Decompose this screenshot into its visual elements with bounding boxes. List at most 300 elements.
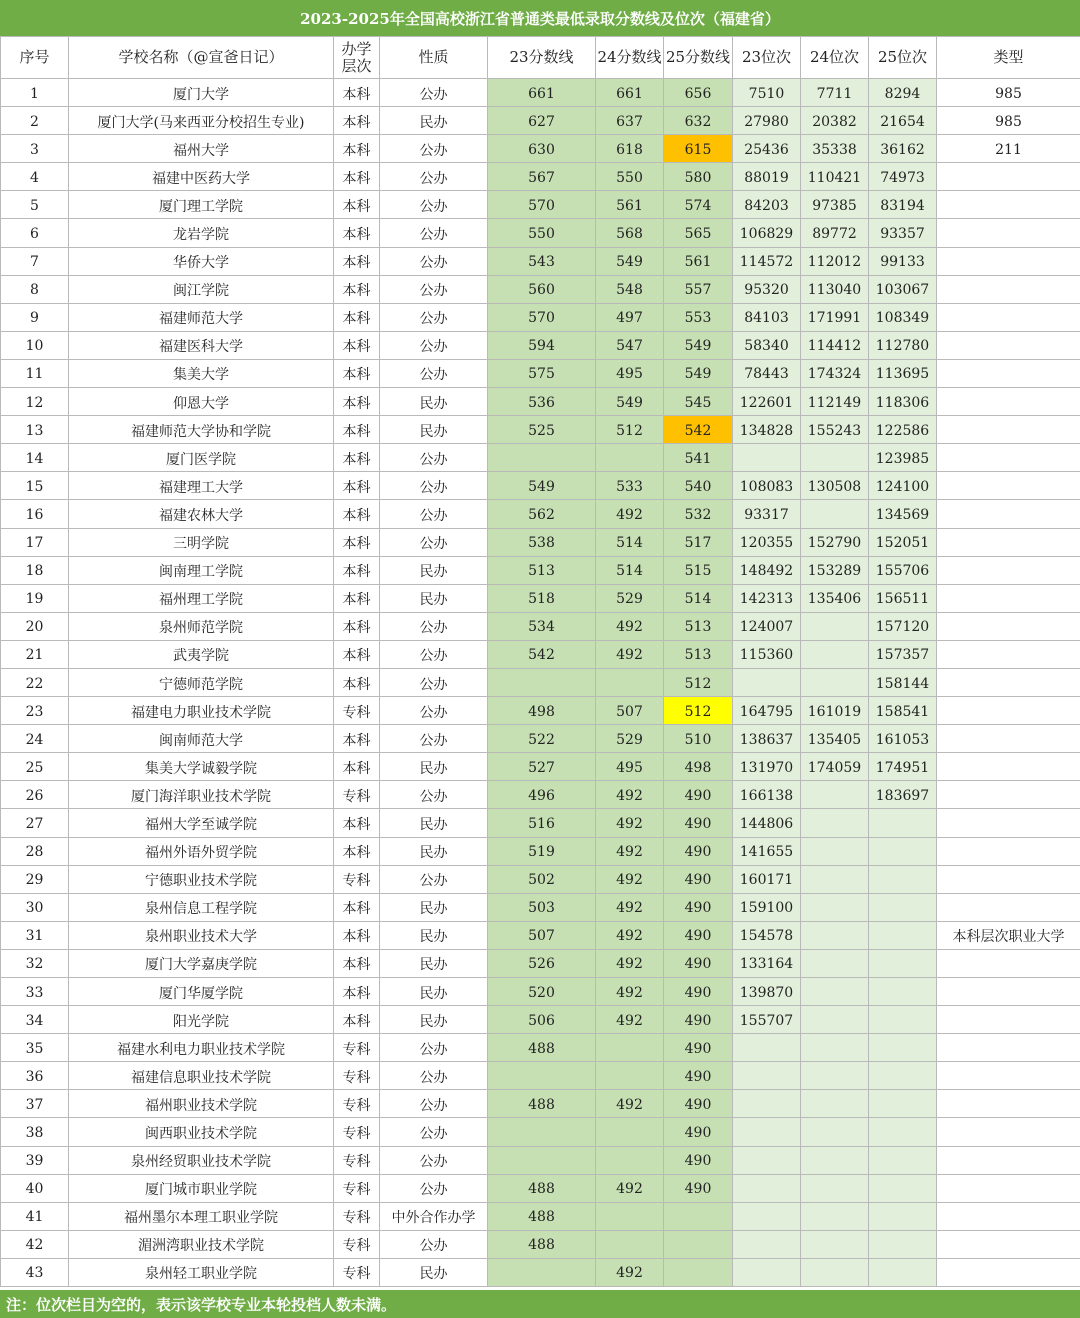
cell-rank-24 <box>801 668 869 696</box>
table-row <box>1 921 1080 949</box>
cell-index: 14 <box>1 444 69 472</box>
cell-level: 本科 <box>334 303 380 331</box>
cell-index: 42 <box>1 1230 69 1258</box>
cell-level: 本科 <box>334 978 380 1006</box>
cell-score-23: 594 <box>488 331 596 359</box>
cell-index: 36 <box>1 1062 69 1090</box>
cell-type <box>937 584 1080 612</box>
cell-rank-23: 93317 <box>733 500 801 528</box>
cell-rank-23 <box>733 1090 801 1118</box>
cell-rank-24: 171991 <box>801 303 869 331</box>
table-row <box>1 359 1080 387</box>
cell-rank-23: 144806 <box>733 809 801 837</box>
cell-school: 福州大学 <box>69 135 334 163</box>
cell-score-25: 490 <box>664 865 733 893</box>
cell-rank-24 <box>801 1202 869 1230</box>
table-row <box>1 135 1080 163</box>
cell-rank-24 <box>801 1146 869 1174</box>
header-score-23: 23分数线 <box>488 37 596 79</box>
cell-rank-23: 148492 <box>733 556 801 584</box>
cell-type: 本科层次职业大学 <box>937 921 1080 949</box>
cell-rank-24: 89772 <box>801 219 869 247</box>
cell-rank-23: 155707 <box>733 1006 801 1034</box>
cell-index: 16 <box>1 500 69 528</box>
table-row <box>1 247 1080 275</box>
cell-rank-23: 108083 <box>733 472 801 500</box>
cell-level: 本科 <box>334 837 380 865</box>
cell-score-23: 570 <box>488 191 596 219</box>
cell-index: 10 <box>1 331 69 359</box>
cell-rank-24: 161019 <box>801 697 869 725</box>
cell-nature: 公办 <box>380 1146 488 1174</box>
table-row <box>1 1146 1080 1174</box>
cell-level: 本科 <box>334 79 380 107</box>
cell-level: 本科 <box>334 612 380 640</box>
cell-index: 26 <box>1 781 69 809</box>
cell-score-24 <box>596 1230 664 1258</box>
cell-rank-24 <box>801 865 869 893</box>
cell-level: 专科 <box>334 1034 380 1062</box>
cell-rank-23: 114572 <box>733 247 801 275</box>
cell-level: 本科 <box>334 444 380 472</box>
cell-rank-24: 110421 <box>801 163 869 191</box>
cell-score-24: 507 <box>596 697 664 725</box>
footer-note: 注：位次栏目为空的，表示该学校专业本轮投档人数未满。 <box>0 1290 1080 1318</box>
header-rank-24: 24位次 <box>801 37 869 79</box>
cell-index: 17 <box>1 528 69 556</box>
table-row <box>1 725 1080 753</box>
cell-school: 闽西职业技术学院 <box>69 1118 334 1146</box>
cell-nature: 民办 <box>380 107 488 135</box>
cell-score-25: 490 <box>664 949 733 977</box>
cell-nature: 公办 <box>380 303 488 331</box>
cell-rank-25: 113695 <box>869 359 937 387</box>
cell-nature: 公办 <box>380 640 488 668</box>
table-row <box>1 640 1080 668</box>
cell-rank-24 <box>801 921 869 949</box>
cell-level: 本科 <box>334 163 380 191</box>
cell-score-24: 514 <box>596 556 664 584</box>
cell-score-23 <box>488 1258 596 1286</box>
cell-level: 本科 <box>334 528 380 556</box>
cell-index: 22 <box>1 668 69 696</box>
cell-type <box>937 725 1080 753</box>
table-row <box>1 275 1080 303</box>
header-row <box>1 37 1080 79</box>
cell-score-24: 529 <box>596 725 664 753</box>
cell-rank-23: 159100 <box>733 893 801 921</box>
cell-score-25: 512 <box>664 668 733 696</box>
cell-rank-23: 133164 <box>733 949 801 977</box>
cell-score-23: 502 <box>488 865 596 893</box>
table-row <box>1 781 1080 809</box>
cell-type <box>937 697 1080 725</box>
cell-nature: 公办 <box>380 1090 488 1118</box>
cell-rank-23 <box>733 668 801 696</box>
cell-score-24: 497 <box>596 303 664 331</box>
cell-type <box>937 1090 1080 1118</box>
table-row <box>1 809 1080 837</box>
cell-score-24: 637 <box>596 107 664 135</box>
cell-rank-24: 130508 <box>801 472 869 500</box>
cell-score-24 <box>596 1118 664 1146</box>
cell-rank-25 <box>869 809 937 837</box>
cell-type: 211 <box>937 135 1080 163</box>
cell-type <box>937 1174 1080 1202</box>
cell-level: 专科 <box>334 865 380 893</box>
cell-type <box>937 978 1080 1006</box>
cell-score-24: 547 <box>596 331 664 359</box>
cell-rank-23: 27980 <box>733 107 801 135</box>
cell-score-24: 512 <box>596 416 664 444</box>
cell-rank-24: 97385 <box>801 191 869 219</box>
cell-rank-24: 114412 <box>801 331 869 359</box>
cell-school: 闽南理工学院 <box>69 556 334 584</box>
cell-nature: 民办 <box>380 837 488 865</box>
cell-score-23: 520 <box>488 978 596 1006</box>
cell-score-25: 549 <box>664 331 733 359</box>
cell-score-25: 580 <box>664 163 733 191</box>
cell-index: 27 <box>1 809 69 837</box>
cell-index: 23 <box>1 697 69 725</box>
cell-nature: 公办 <box>380 247 488 275</box>
cell-rank-23 <box>733 1230 801 1258</box>
cell-type <box>937 949 1080 977</box>
cell-index: 25 <box>1 753 69 781</box>
cell-rank-23 <box>733 1258 801 1286</box>
cell-score-24 <box>596 668 664 696</box>
cell-rank-23 <box>733 1118 801 1146</box>
cell-nature: 公办 <box>380 1118 488 1146</box>
cell-nature: 公办 <box>380 1034 488 1062</box>
cell-score-24: 492 <box>596 1090 664 1118</box>
cell-score-23: 661 <box>488 79 596 107</box>
cell-score-24: 550 <box>596 163 664 191</box>
cell-score-24 <box>596 1062 664 1090</box>
cell-school: 厦门城市职业学院 <box>69 1174 334 1202</box>
cell-level: 本科 <box>334 472 380 500</box>
cell-score-25: 565 <box>664 219 733 247</box>
cell-school: 福建师范大学 <box>69 303 334 331</box>
cell-rank-25 <box>869 1062 937 1090</box>
cell-index: 28 <box>1 837 69 865</box>
cell-type <box>937 416 1080 444</box>
cell-rank-24: 155243 <box>801 416 869 444</box>
cell-school: 阳光学院 <box>69 1006 334 1034</box>
cell-nature: 公办 <box>380 1174 488 1202</box>
cell-score-23: 518 <box>488 584 596 612</box>
cell-rank-25 <box>869 1118 937 1146</box>
table-row <box>1 500 1080 528</box>
cell-type <box>937 247 1080 275</box>
cell-level: 本科 <box>334 809 380 837</box>
cell-school: 厦门大学(马来西亚分校招生专业) <box>69 107 334 135</box>
cell-level: 专科 <box>334 1062 380 1090</box>
cell-rank-24: 112149 <box>801 388 869 416</box>
cell-rank-24 <box>801 1090 869 1118</box>
cell-nature: 公办 <box>380 219 488 247</box>
cell-school: 三明学院 <box>69 528 334 556</box>
cell-level: 专科 <box>334 1230 380 1258</box>
admission-table <box>0 36 1080 1287</box>
cell-score-25: 532 <box>664 500 733 528</box>
cell-score-24: 533 <box>596 472 664 500</box>
cell-index: 30 <box>1 893 69 921</box>
cell-level: 专科 <box>334 1146 380 1174</box>
cell-type <box>937 837 1080 865</box>
cell-type <box>937 472 1080 500</box>
cell-nature: 民办 <box>380 893 488 921</box>
cell-nature: 民办 <box>380 416 488 444</box>
cell-nature: 公办 <box>380 444 488 472</box>
cell-type <box>937 1146 1080 1174</box>
cell-index: 43 <box>1 1258 69 1286</box>
cell-school: 福州理工学院 <box>69 584 334 612</box>
cell-score-25: 515 <box>664 556 733 584</box>
cell-level: 本科 <box>334 949 380 977</box>
cell-score-23: 519 <box>488 837 596 865</box>
cell-index: 41 <box>1 1202 69 1230</box>
cell-rank-23 <box>733 1174 801 1202</box>
cell-rank-23: 88019 <box>733 163 801 191</box>
cell-rank-24 <box>801 1062 869 1090</box>
cell-score-23: 567 <box>488 163 596 191</box>
cell-rank-24 <box>801 1118 869 1146</box>
cell-index: 37 <box>1 1090 69 1118</box>
cell-level: 专科 <box>334 1090 380 1118</box>
cell-rank-23 <box>733 1202 801 1230</box>
cell-score-23 <box>488 444 596 472</box>
cell-score-23: 507 <box>488 921 596 949</box>
cell-nature: 公办 <box>380 1230 488 1258</box>
cell-score-23 <box>488 668 596 696</box>
cell-school: 龙岩学院 <box>69 219 334 247</box>
cell-score-25: 490 <box>664 1146 733 1174</box>
cell-type <box>937 1034 1080 1062</box>
cell-level: 专科 <box>334 1258 380 1286</box>
cell-rank-24 <box>801 893 869 921</box>
cell-type <box>937 528 1080 556</box>
cell-type <box>937 500 1080 528</box>
cell-index: 11 <box>1 359 69 387</box>
cell-score-24: 618 <box>596 135 664 163</box>
cell-score-25: 574 <box>664 191 733 219</box>
header-level-line1: 办学 <box>341 39 372 58</box>
cell-rank-23: 124007 <box>733 612 801 640</box>
cell-score-23: 525 <box>488 416 596 444</box>
cell-score-24: 492 <box>596 1258 664 1286</box>
cell-index: 24 <box>1 725 69 753</box>
cell-index: 38 <box>1 1118 69 1146</box>
cell-level: 本科 <box>334 191 380 219</box>
table-row <box>1 416 1080 444</box>
cell-level: 本科 <box>334 893 380 921</box>
cell-score-25: 512 <box>664 697 733 725</box>
cell-nature: 民办 <box>380 949 488 977</box>
cell-rank-23: 141655 <box>733 837 801 865</box>
cell-type <box>937 556 1080 584</box>
cell-type <box>937 781 1080 809</box>
cell-type <box>937 275 1080 303</box>
cell-level: 本科 <box>334 359 380 387</box>
cell-school: 湄洲湾职业技术学院 <box>69 1230 334 1258</box>
table-row <box>1 865 1080 893</box>
cell-score-25: 490 <box>664 837 733 865</box>
cell-score-25: 490 <box>664 978 733 1006</box>
cell-level: 本科 <box>334 640 380 668</box>
cell-type <box>937 444 1080 472</box>
cell-school: 福州职业技术学院 <box>69 1090 334 1118</box>
cell-school: 福建信息职业技术学院 <box>69 1062 334 1090</box>
cell-rank-25: 93357 <box>869 219 937 247</box>
cell-index: 4 <box>1 163 69 191</box>
cell-nature: 民办 <box>380 388 488 416</box>
cell-level: 本科 <box>334 584 380 612</box>
cell-rank-23: 7510 <box>733 79 801 107</box>
cell-level: 本科 <box>334 921 380 949</box>
cell-rank-24 <box>801 809 869 837</box>
cell-nature: 公办 <box>380 359 488 387</box>
cell-rank-25: 118306 <box>869 388 937 416</box>
cell-score-23: 627 <box>488 107 596 135</box>
cell-school: 集美大学诚毅学院 <box>69 753 334 781</box>
cell-score-25: 513 <box>664 640 733 668</box>
cell-index: 3 <box>1 135 69 163</box>
cell-score-25: 632 <box>664 107 733 135</box>
cell-index: 21 <box>1 640 69 668</box>
cell-school: 宁德师范学院 <box>69 668 334 696</box>
cell-rank-25: 21654 <box>869 107 937 135</box>
cell-index: 13 <box>1 416 69 444</box>
cell-rank-24 <box>801 500 869 528</box>
cell-rank-24 <box>801 1230 869 1258</box>
table-row <box>1 1062 1080 1090</box>
table-body <box>1 79 1080 1287</box>
cell-score-23: 503 <box>488 893 596 921</box>
table-row <box>1 584 1080 612</box>
header-level <box>334 37 380 79</box>
cell-nature: 民办 <box>380 556 488 584</box>
cell-score-24: 492 <box>596 500 664 528</box>
cell-rank-23: 164795 <box>733 697 801 725</box>
cell-type <box>937 1118 1080 1146</box>
cell-score-23: 498 <box>488 697 596 725</box>
cell-index: 32 <box>1 949 69 977</box>
cell-nature: 公办 <box>380 163 488 191</box>
cell-nature: 民办 <box>380 809 488 837</box>
cell-rank-25: 103067 <box>869 275 937 303</box>
cell-rank-23: 122601 <box>733 388 801 416</box>
cell-rank-24: 174324 <box>801 359 869 387</box>
cell-school: 厦门海洋职业技术学院 <box>69 781 334 809</box>
cell-rank-23: 84203 <box>733 191 801 219</box>
cell-rank-25: 157357 <box>869 640 937 668</box>
cell-nature: 公办 <box>380 668 488 696</box>
cell-index: 1 <box>1 79 69 107</box>
table-row <box>1 753 1080 781</box>
cell-rank-25 <box>869 1090 937 1118</box>
cell-school: 仰恩大学 <box>69 388 334 416</box>
cell-school: 福建电力职业技术学院 <box>69 697 334 725</box>
cell-score-25: 490 <box>664 1090 733 1118</box>
cell-level: 专科 <box>334 1174 380 1202</box>
table-row <box>1 444 1080 472</box>
cell-score-24 <box>596 1146 664 1174</box>
cell-rank-25 <box>869 893 937 921</box>
cell-school: 泉州经贸职业技术学院 <box>69 1146 334 1174</box>
cell-score-24: 514 <box>596 528 664 556</box>
cell-level: 本科 <box>334 725 380 753</box>
table-row <box>1 1118 1080 1146</box>
cell-rank-23: 95320 <box>733 275 801 303</box>
cell-score-23: 560 <box>488 275 596 303</box>
cell-level: 本科 <box>334 247 380 275</box>
cell-nature: 公办 <box>380 865 488 893</box>
cell-index: 18 <box>1 556 69 584</box>
cell-nature: 公办 <box>380 472 488 500</box>
table-row <box>1 1202 1080 1230</box>
cell-rank-25: 74973 <box>869 163 937 191</box>
cell-rank-23: 120355 <box>733 528 801 556</box>
cell-school: 厦门大学嘉庚学院 <box>69 949 334 977</box>
cell-nature: 公办 <box>380 500 488 528</box>
cell-index: 33 <box>1 978 69 1006</box>
cell-rank-25: 157120 <box>869 612 937 640</box>
table-row <box>1 668 1080 696</box>
cell-rank-23 <box>733 1034 801 1062</box>
cell-score-24 <box>596 444 664 472</box>
cell-rank-25 <box>869 1230 937 1258</box>
cell-school: 宁德职业技术学院 <box>69 865 334 893</box>
cell-score-25: 561 <box>664 247 733 275</box>
cell-rank-23: 58340 <box>733 331 801 359</box>
cell-rank-23: 106829 <box>733 219 801 247</box>
table-row <box>1 107 1080 135</box>
cell-score-25: 490 <box>664 1006 733 1034</box>
cell-type <box>937 809 1080 837</box>
cell-school: 集美大学 <box>69 359 334 387</box>
cell-rank-23: 139870 <box>733 978 801 1006</box>
cell-score-23: 543 <box>488 247 596 275</box>
cell-school: 泉州信息工程学院 <box>69 893 334 921</box>
cell-type <box>937 1258 1080 1286</box>
cell-score-24 <box>596 1202 664 1230</box>
cell-rank-23: 142313 <box>733 584 801 612</box>
cell-score-24: 495 <box>596 753 664 781</box>
cell-nature: 公办 <box>380 528 488 556</box>
cell-rank-25 <box>869 1202 937 1230</box>
cell-score-25: 514 <box>664 584 733 612</box>
cell-rank-23 <box>733 1146 801 1174</box>
table-row <box>1 556 1080 584</box>
cell-level: 本科 <box>334 388 380 416</box>
cell-level: 专科 <box>334 1118 380 1146</box>
cell-rank-23 <box>733 1062 801 1090</box>
header-rank-25: 25位次 <box>869 37 937 79</box>
cell-school: 闽南师范大学 <box>69 725 334 753</box>
cell-score-23: 570 <box>488 303 596 331</box>
cell-nature: 民办 <box>380 753 488 781</box>
cell-school: 厦门华厦学院 <box>69 978 334 1006</box>
cell-rank-24: 135406 <box>801 584 869 612</box>
cell-score-25: 490 <box>664 1034 733 1062</box>
cell-nature: 民办 <box>380 978 488 1006</box>
cell-score-24: 492 <box>596 640 664 668</box>
cell-rank-23: 25436 <box>733 135 801 163</box>
cell-level: 本科 <box>334 416 380 444</box>
cell-index: 29 <box>1 865 69 893</box>
cell-nature: 中外合作办学 <box>380 1202 488 1230</box>
